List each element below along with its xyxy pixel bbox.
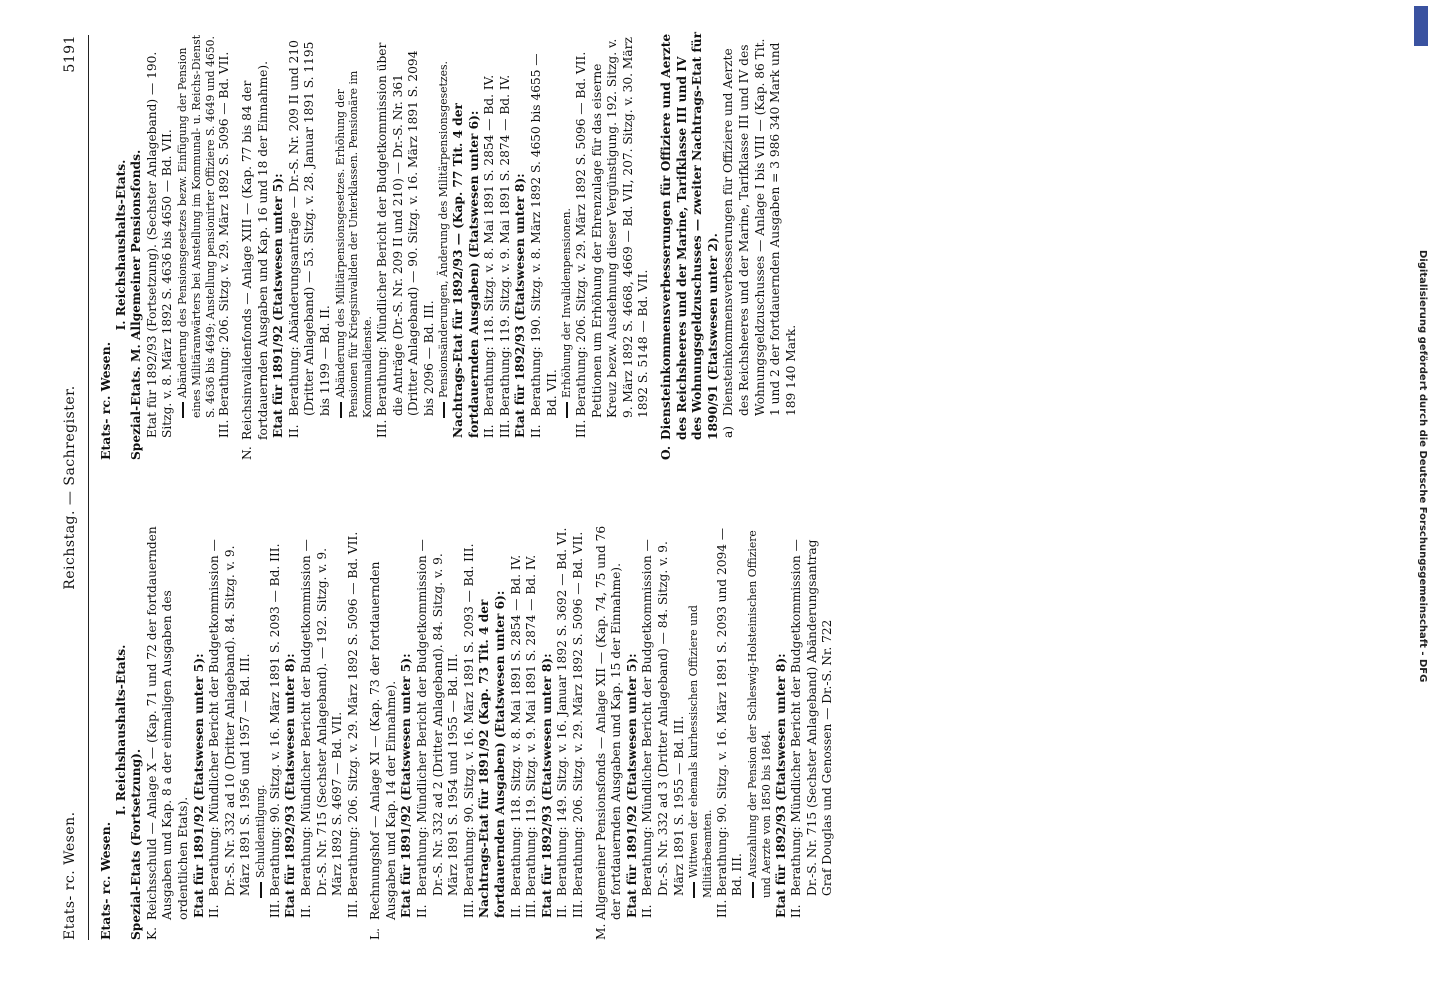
reading-ii: II. Berathung: Mündlicher Bericht der Budgetkommission — Dr.-S. Nr. 332 ad 10 (Dritter Anlageband). 84. Sitzg. v. 9. März 1891 S. 1956 und 1957 — Bd. III. — [207, 539, 253, 918]
etat-heading: Etat für 1891/92 (Etatswesen unter 5): — [624, 653, 639, 918]
running-header — [62, 35, 84, 940]
entry-n — [240, 30, 271, 460]
dash-note: Wittwen der ehemals kurhessischen Offiziere und Militärbeamten. — [687, 605, 714, 898]
reading-ii: II. Berathung: 118. Sitzg. v. 8. Mai 1891 S. 2854 — Bd. IV. — [508, 554, 523, 918]
entry-o — [659, 30, 721, 460]
subsection-title: Spezial-Etats (Fortsetzung). — [129, 748, 144, 940]
entry-letter: N. — [239, 446, 254, 460]
reading-ii: II. Berathung: Abänderungsanträge — Dr.-S. Nr. 209 II und 210 (Dritter Anlageband) — 53. Sitzg. v. 28. Januar 1891 S. 1195 bis 1199 — Bd. II. — [286, 40, 332, 438]
reading-iii: III. Berathung: 90. Sitzg. v. 16. März 1891 S. 2093 — Bd. III. — [461, 543, 476, 918]
entry-title: Allgemeiner Pensionsfonds — Anlage XII — (Kap. 74, 75 und 76 der fortdauernden Ausgaben und Kap. 15 der Einnahme). — [593, 525, 624, 920]
etat-heading: Etat für 1892/93 (Etatswesen unter 8): — [283, 653, 298, 918]
etat-heading: Etat für 1891/92 (Etatswesen unter 5): — [271, 173, 286, 438]
petition-note: Petitionen um Erhöhung der Ehrenzulage für das eiserne Kreuz bezw. Ausdehnung dieser Vergünstigung. 192. Sitzg. v. 9. März 1892 S. 4668, 4669 — Bd. VII, 207. Sitzg. v. 30. März 1892 S. 5148 — Bd. VII. — [589, 37, 651, 418]
reading-ii: II. Berathung: 118. Sitzg. v. 8. Mai 1891 S. 2854 — Bd. IV. — [482, 74, 497, 438]
entry-l — [368, 520, 399, 940]
column-head: Etats- rc. Wesen. — [98, 821, 113, 940]
subentry-a: a) Diensteinkommensverbesserungen für Offiziere und Aerzte des Reichsheeres und der Marine, Tarifklasse III und IV des Wohnungsgeldzuschusses — Anlage I bis VIII — (Kap. 86 Tit. 1 und 2 der fortdauernden Ausgaben = 3 986 340 Mark und 189 140 Mark. — [721, 38, 798, 438]
reading-iii: III. Berathung: 119. Sitzg. v. 9. Mai 1891 S. 2874 — Bd. IV. — [497, 74, 512, 438]
dash-note: Abänderung des Pensionsgesetzes bezw. Einfügung der Pension eines Militäranwärters bei Anstellung im Kommunal- u. Reichs-Dienst S. 4636 bis 4649; Anstellung pensionirter Offiziere S. 4649 und 4650. — [175, 34, 217, 418]
reading-iii: III. Berathung: 206. Sitzg. v. 29. März 1892 S. 5096 — Bd. VII. — [217, 51, 232, 438]
etat-heading: Etat für 1891/92 (Etatswesen unter 5): — [399, 653, 414, 918]
header-title: Reichstag. — Sachregister. — [62, 385, 78, 590]
reading-iii: III. Berathung: 90. Sitzg. v. 16. März 1891 S. 2093 und 2094 — Bd. III. — [714, 527, 745, 918]
dash-note: Pensionsänderungen, Änderung des Militärpensionsgesetzes. — [437, 30, 451, 460]
dfg-stamp — [1414, 6, 1428, 46]
entry-letter: K. — [144, 927, 159, 940]
entry-letter: O. — [659, 445, 673, 460]
etat-heading: Etat für 1892/93 (Etatswesen unter 8): — [773, 653, 788, 918]
dash-note: Schuldentilgung. — [254, 520, 268, 940]
dash-note: Erhöhung der Invalidenpensionen. — [560, 30, 574, 460]
entry-letter: M. — [593, 923, 608, 940]
subsection-title: Spezial-Etats. M. Allgemeiner Pensionsfonds. — [129, 149, 144, 460]
header-left: Etats- rc. Wesen. — [62, 811, 78, 940]
reading-iii: III. Berathung: 206. Sitzg. v. 29. März 1892 S. 5096 — Bd. VII. — [574, 51, 589, 438]
reading-iii: III. Berathung: 206. Sitzg. v. 29. März 1892 S. 5096 — Bd. VII. — [345, 531, 360, 918]
etat-heading: Etat für 1891/92 (Etatswesen unter 5): — [191, 653, 206, 918]
entry-title: Diensteinkommensverbesserungen für Offiziere und Aerzte des Reichsheeres und der Marine, Tarifklasse III und IV des Wohnungsgeldzuschusses — zweiter Nachtrags-Etat für 1890/91 (Etatswesen unter 2). — [659, 31, 720, 440]
column-head: Etats- rc. Wesen. — [98, 341, 113, 460]
continuation: Etat für 1892/93 (Fortsetzung). (Sechster Anlageband) — 190. Sitzg. v. 8. März 1892 S. 4636 bis 4650 — Bd. VII. — [144, 51, 175, 438]
column-left — [98, 520, 836, 940]
entry-letter: L. — [368, 928, 383, 940]
entry-title: Reichsinvalidenfonds — Anlage XIII — (Kap. 77 bis 84 der fortdauernden Ausgaben und Kap. 16 und 18 der Einnahme). — [239, 61, 270, 440]
entry-m — [594, 520, 625, 940]
reading-ii: II. Berathung: Mündlicher Bericht der Budgetkommission — Dr.-S. Nr. 332 ad 2 (Dritter Anlageband). 84. Sitzg. v. 9. März 1891 S. 1954 und 1955 — Bd. III. — [415, 539, 461, 918]
reading-ii: II. Berathung: Mündlicher Bericht der Budgetkommission — Dr.-S. Nr. 715 (Sechster Anlageband). — 192. Sitzg. v. 9. März 1892 S. 4697 — Bd. VII. — [298, 539, 345, 918]
etat-heading: Etat für 1892/93 (Etatswesen unter 8): — [539, 653, 554, 918]
reading-ii: II. Berathung: Mündlicher Bericht der Budgetkommission — Dr.-S. Nr. 332 ad 3 (Dritter Anlageband) — 84. Sitzg. v. 9. März 1891 S. 1955 — Bd. III. — [640, 539, 686, 918]
section-title: I. Reichshaushalts-Etats. — [113, 644, 128, 816]
etat-heading: Etat für 1892/93 (Etatswesen unter 8): — [513, 173, 528, 438]
credit-text: Digitalisierung gefördert durch die Deutsche Forschungsgemeinschaft - DFG — [1417, 250, 1428, 683]
section-title: I. Reichshaushalts-Etats. — [113, 159, 128, 331]
reading-iii: III. Berathung: 119. Sitzg. v. 9. Mai 1891 S. 2874 — Bd. IV. — [524, 554, 539, 918]
dash-note: Auszahlung der Pension der Schleswig-Holsteinischen Offiziere und Aerzte von 1850 bis 1864. — [745, 530, 773, 898]
reading-ii: II. Berathung: 149. Sitzg. v. 16. Januar 1892 S. 3692 — Bd. VI. — [555, 527, 570, 918]
entry-title: Rechnungshof — Anlage XI — (Kap. 73 der fortdauernden Ausgaben und Kap. 14 der Einnahme). — [368, 561, 398, 920]
dash-note: Abänderung des Militärpensionsgesetzes. Erhöhung der Pensionen für Kriegsinvaliden der Unterklassen. Pensionäre im Kommunaldienste. — [333, 70, 375, 418]
column-right — [98, 30, 799, 460]
entry-k — [145, 520, 192, 940]
header-rule — [88, 35, 89, 940]
page-number: 5191 — [62, 35, 78, 73]
digitization-credit — [1410, 250, 1430, 720]
entry-title: Reichsschuld — Anlage X — (Kap. 71 und 72 der fortdauernden Ausgaben und Kap. 8 a der einmaligen Ausgaben des ordentlichen Etats). — [144, 526, 190, 920]
nachtrag-heading: Nachtrags-Etat für 1891/92 (Kap. 73 Tit. 4 der fortdauernden Ausgaben) (Etatswesen unter 6): — [477, 590, 508, 918]
reading-ii: II. Berathung: 190. Sitzg. v. 8. März 1892 S. 4650 bis 4655 — Bd. VII. — [529, 53, 559, 438]
reading-iii: III. Berathung: Mündlicher Bericht der Budgetkommission über die Anträge (Dr.-S. Nr. 209 II und 210) — Dr.-S. Nr. 361 (Dritter Anlageband) — 90. Sitzg. v. 16. März 1891 S. 2094 bis 2096 — Bd. III. — [374, 42, 436, 438]
nachtrag-heading: Nachtrags-Etat für 1892/93 — (Kap. 77 Tit. 4 der fortdauernden Ausgaben) (Etatswesen unter 6): — [451, 103, 481, 438]
reading-iii: III. Berathung: 206. Sitzg. v. 29. März 1892 S. 5096 — Bd. VII. — [571, 531, 586, 918]
reading-iii: III. Berathung: 90. Sitzg. v. 16. März 1891 S. 2093 — Bd. III. — [267, 543, 282, 918]
reading-ii: II. Berathung: Mündlicher Bericht der Budgetkommission — Dr.-S. Nr. 715 (Sechster Anlageband) Abänderungsantrag Graf Douglas und Genossen — Dr.-S. Nr. 722 — [789, 539, 835, 918]
